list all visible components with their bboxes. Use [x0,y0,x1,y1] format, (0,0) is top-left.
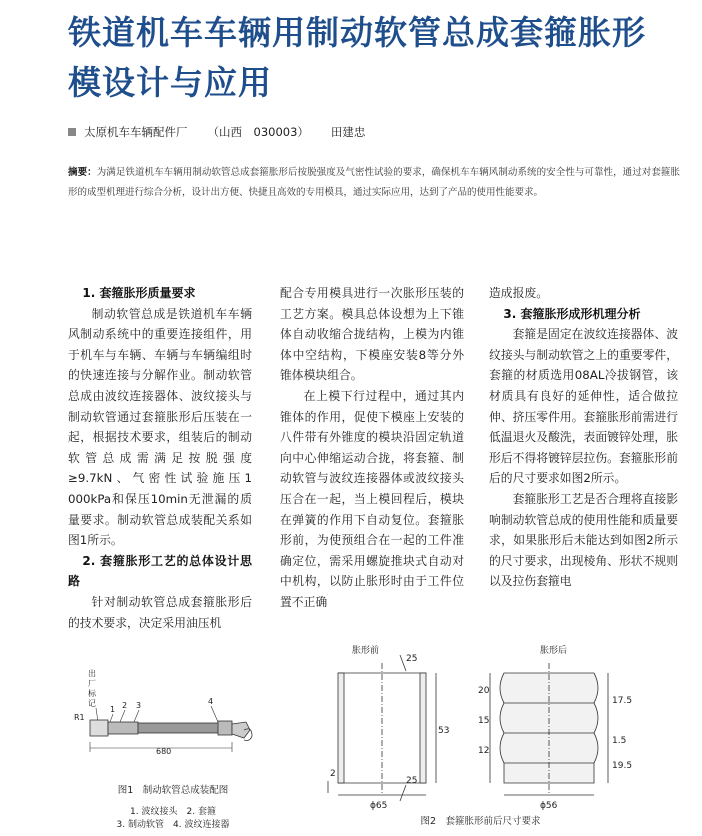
fig1-label: 1 [110,705,116,714]
fig2-dim: 2 [330,769,336,779]
column-1 [68,283,252,633]
affiliation-place: （山西 030003） [207,125,309,139]
figure-2 [308,643,653,827]
abstract [68,163,680,203]
article-title: 铁道机车车辆用制动软管总成套箍胀形模设计与应用 [68,13,646,102]
bullet-square-icon [68,128,76,136]
fig1-label: 3 [136,701,142,710]
section-heading-3: 3. 套箍胀形成形机理分析 [503,306,641,321]
paragraph: 造成报废。 [489,286,548,300]
fig1-label: 680 [156,747,172,756]
abstract-text: 为满足铁道机车车辆用制动软管总成套箍胀形后按脱强度及气密性试验的要求，确保机车车辆风制动系统的安全性与可靠性，通过对套箍胀形的成型机理进行综合分析，设计出方便、快捷且高效的专用模具，通过实际应用，达到了产品的使用性能要求。 [68,167,680,198]
figure-1 [68,668,278,830]
abstract-label: 摘要： [68,167,97,178]
hose-assembly-drawing [68,668,278,778]
figure-1-legend: 1. 波纹接头 2. 套箍 [130,807,216,817]
fig2-dim: 25 [406,776,418,786]
fig2-dim: 20 [478,686,490,696]
figure-1-legend: 3. 制动软管 4. 波纹连接器 [116,820,230,830]
fig2-after-label: 胀形后 [540,646,568,656]
figure-1-caption: 图1 制动软管总成装配图 [117,785,229,796]
paragraph: 制动软管总成是铁道机车车辆风制动系统中的重要连接组件，用于机车与车辆、车辆与车辆编组时的快速连接与分解作业。制动软管总成由波纹连接器体、波纹接头与制动软管通过套箍胀形后压装在一起，根据技术要求，组装后的制动软管总成需满足按脱强度≥9.7kN、气密性试验施压1 000kPa和保压10min无泄漏的质量要求。制动软管总成装配关系如图1所示。 [68,306,252,548]
fig2-dim: 25 [406,654,418,664]
fig2-before-label: 胀形前 [352,646,380,656]
fig1-label: R1 [74,713,85,722]
fig1-label: 厂 [88,679,96,688]
fig1-label: 4 [208,697,214,706]
section-heading-2: 2. 套箍胀形工艺的总体设计思路 [68,553,252,589]
paragraph: 配合专用模具进行一次胀形压装的工艺方案。模具总体设想为上下锥体自动收缩合拢结构，上模为内锥体中空结构，下模座安装8等分外锥体模块组合。 [280,286,464,383]
fig2-dim: 15 [478,716,490,726]
author-name: 田建忠 [330,125,366,139]
fig1-label: 记 [88,699,96,708]
column-3 [489,283,678,592]
ring-dimension-drawing [308,643,653,811]
fig2-dim: 17.5 [612,696,633,706]
fig1-label: 2 [122,701,128,710]
paragraph: 套箍胀形工艺是否合理将直接影响制动软管总成的使用性能和质量要求，如果胀形后未能达到如图2所示的尺寸要求，出现棱角、形状不规则以及拉伤套箍电 [489,491,678,589]
figure-2-caption: 图2 套箍胀形前后尺寸要求 [420,816,541,827]
affiliation-line [68,124,365,140]
fig2-dim: 1.5 [612,736,627,746]
fig2-dim: ϕ65 [370,801,388,811]
section-heading-1: 1. 套箍胀形质量要求 [82,286,196,300]
fig2-dim: 53 [438,726,450,736]
column-2 [280,283,464,613]
paragraph: 在上模下行过程中，通过其内锥体的作用，促使下模座上安装的八件带有外锥度的模块沿固定轨道向中心伸缩运动合拢，将套箍、制动软管与波纹连接器体或波纹接头压合在一起，当上模回程后，模块在弹簧的作用下自动复位。套箍胀形前，为使预组合在一起的工件准确定位，需采用螺旋推块式自动对中机构，以防止胀形时由于工件位置不正确 [280,388,464,609]
fig2-dim: 12 [478,746,490,756]
affiliation-org: 太原机车车辆配件厂 [84,125,188,139]
fig2-dim: ϕ56 [540,801,558,811]
fig1-label: 标 [88,689,96,698]
paragraph: 套箍是固定在波纹连接器体、波纹接头与制动软管之上的重要零件，套箍的材质选用08AL冷拔钢管，该材质具有良好的延伸性，适合做拉伸、挤压零件用。套箍胀形前需进行低温退火及酸洗，表面镀锌处理，胀形后不得将镀锌层拉伤。套箍胀形前后的尺寸要求如图2所示。 [489,327,678,486]
paragraph: 针对制动软管总成套箍胀形后的技术要求，决定采用油压机 [68,594,252,630]
fig2-dim: 19.5 [612,761,633,771]
fig1-label: 出 [88,669,96,678]
